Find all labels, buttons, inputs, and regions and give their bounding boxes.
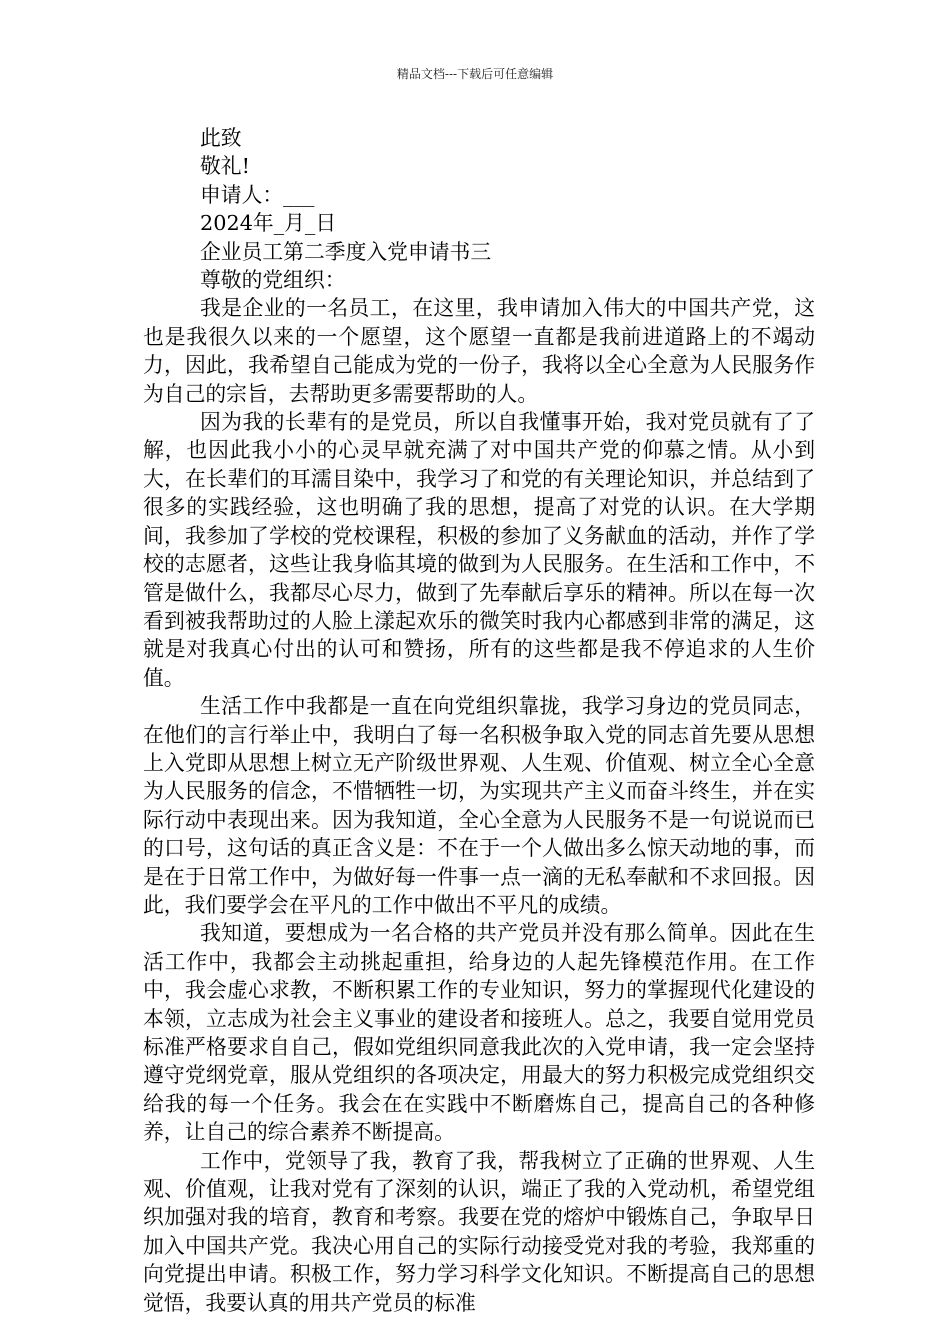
page-header: 精品文档---下载后可任意编辑 — [396, 67, 554, 81]
closing-line-2: 敬礼! — [200, 154, 250, 179]
paragraph: 生活工作中我都是一直在向党组织靠拢，我学习身边的党员同志，在他们的言行举止中，我明白了每一名积极争取入党的同志首先要从思想上入党即从思想上树立无产阶级世界观、人生观、价值观、树立全心全意为人民服务的信念，不惜牺牲一切，为实现共产主义而奋斗终生，并在实际行动中表现出来。因为我知道，全心全意为人民服务不是一句说说而已的口号，这句话的真正含义是：不在于一个人做出多么惊天动地的事，而是在于日常工作中，为做好每一件事一点一滴的无私奉献和不求回报。因此，我们要学会在平凡的工作中做出不平凡的成绩。 — [143, 694, 815, 917]
letter-title: 企业员工第二季度入党申请书三 — [200, 239, 492, 264]
applicant-line: 申请人：___ — [200, 182, 315, 207]
document-body — [143, 124, 815, 1317]
closing-line-1: 此致 — [200, 126, 242, 150]
date-line: 2024年_月_日 — [200, 211, 337, 236]
paragraph: 因为我的长辈有的是党员，所以自我懂事开始，我对党员就有了了解，也因此我小小的心灵早就充满了对中国共产党的仰慕之情。从小到大，在长辈们的耳濡目染中，我学习了和党的有关理论知识，并总结到了很多的实践经验，这也明确了我的思想，提高了对党的认识。在大学期间，我参加了学校的党校课程，积极的参加了义务献血的活动，并作了学校的志愿者，这些让我身临其境的做到为人民服务。在生活和工作中，不管是做什么，我都尽心尽力，做到了先奉献后享乐的精神。所以在每一次看到被我帮助过的人脸上漾起欢乐的微笑时我内心都感到非常的满足，这就是对我真心付出的认可和赞扬，所有的这些都是我不停追求的人生价值。 — [143, 410, 815, 690]
salutation: 尊敬的党组织： — [200, 268, 346, 293]
paragraph: 我知道，要想成为一名合格的共产党员并没有那么简单。因此在生活工作中，我都会主动挑起重担，给身边的人起先锋模范作用。在工作中，我会虚心求教，不断积累工作的专业知识，努力的掌握现代化建设的本领，立志成为社会主义事业的建设者和接班人。总之，我要自觉用党员标准严格要求自自己，假如党组织同意我此次的入党申请，我一定会坚持遵守党纲党章，服从党组织的各项决定，用最大的努力积极完成党组织交给我的每一个任务。我会在在实践中不断磨炼自己，提高自己的各种修养，让自己的综合素养不断提高。 — [143, 921, 815, 1145]
paragraph: 工作中，党领导了我，教育了我，帮我树立了正确的世界观、人生观、价值观，让我对党有了深刻的认识，端正了我的入党动机，希望党组织加强对我的培育，教育和考察。我要在党的熔炉中锻炼自己，争取早日加入中国共产党。我决心用自己的实际行动接受党对我的考验，我郑重的向党提出申请。积极工作，努力学习科学文化知识。不断提高自己的思想觉悟，我要认真的用共产党员的标准 — [143, 1148, 815, 1315]
paragraph: 我是企业的一名员工，在这里，我申请加入伟大的中国共产党，这也是我很久以来的一个愿望，这个愿望一直都是我前进道路上的不竭动力，因此，我希望自己能成为党的一份子，我将以全心全意为人民服务作为自己的宗旨，去帮助更多需要帮助的人。 — [143, 296, 815, 406]
